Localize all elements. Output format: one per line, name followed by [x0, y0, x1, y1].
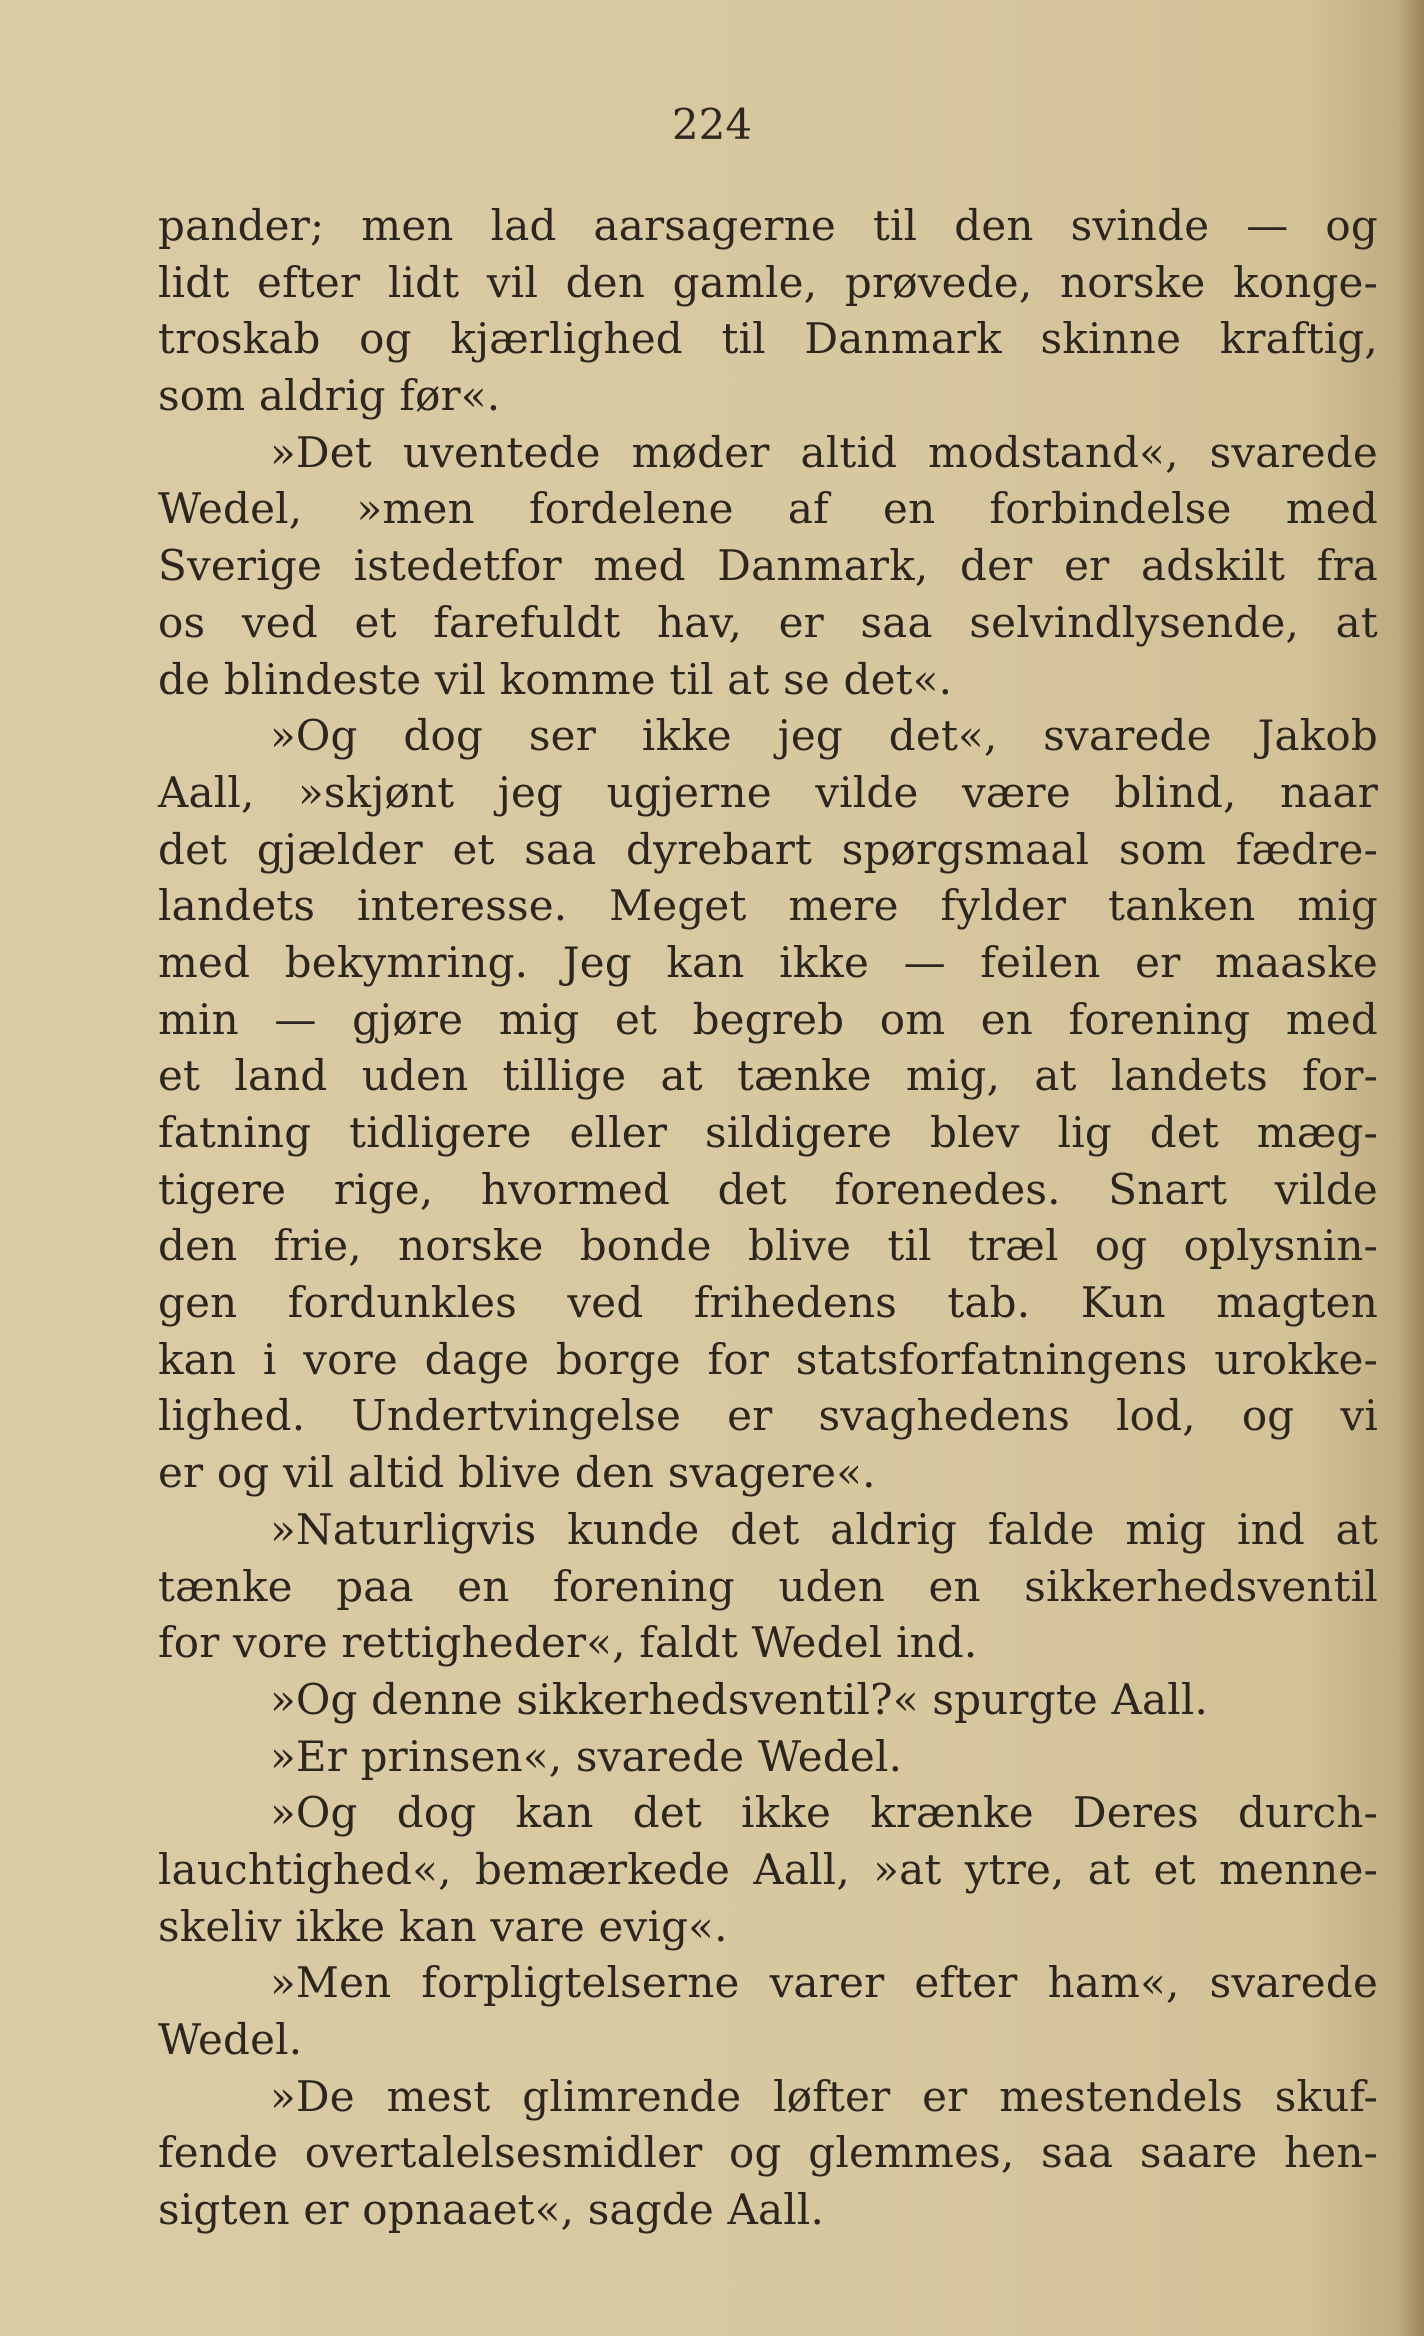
- page-number: 224: [671, 100, 753, 149]
- text-line: gen fordunkles ved frihedens tab. Kun magten: [158, 1278, 1378, 1328]
- text-line: »De mest glimrende løfter er mestendels skuf-: [270, 2071, 1378, 2121]
- text-line: Wedel.: [158, 2015, 303, 2064]
- text-line: »Og denne sikkerhedsventil?« spurgte Aall.: [270, 1674, 1209, 1724]
- text-line: »Og dog ser ikke jeg det«, svarede Jakob: [270, 711, 1378, 761]
- text-line: fatning tidligere eller sildigere blev lig det mæg-: [158, 1108, 1378, 1157]
- text-line: lighed. Undertvingelse er svaghedens lod, og vi: [158, 1391, 1378, 1441]
- text-line: kan i vore dage borge for statsforfatningens urokke-: [158, 1334, 1378, 1384]
- text-line: pander; men lad aarsagerne til den svinde — og: [158, 201, 1378, 250]
- body-text: [158, 198, 1378, 2239]
- text-line: »Og dog kan det ikke krænke Deres durch-: [270, 1788, 1378, 1838]
- text-line: er og vil altid blive den svagere«.: [158, 1448, 876, 1498]
- text-line: »Naturligvis kunde det aldrig falde mig ind at: [270, 1504, 1378, 1554]
- text-line: troskab og kjærlighed til Danmark skinne kraftig,: [158, 314, 1378, 364]
- text-line: de blindeste vil komme til at se det«.: [158, 654, 953, 704]
- text-line: tænke paa en forening uden en sikkerhedsventil: [158, 1561, 1378, 1611]
- text-line: et land uden tillige at tænke mig, at landets for-: [158, 1051, 1378, 1101]
- text-line: den frie, norske bonde blive til træl og oplysnin-: [158, 1221, 1378, 1271]
- text-line: lidt efter lidt vil den gamle, prøvede, norske konge-: [158, 257, 1378, 307]
- text-line: os ved et farefuldt hav, er saa selvindlysende, at: [158, 597, 1378, 647]
- text-line: »Er prinsen«, svarede Wedel.: [270, 1731, 903, 1781]
- text-line: som aldrig før«.: [158, 371, 501, 421]
- text-line: Wedel, »men fordelene af en forbindelse med: [158, 484, 1378, 534]
- text-line: lauchtighed«, bemærkede Aall, »at ytre, at et menne-: [158, 1844, 1378, 1894]
- text-line: tigere rige, hvormed det forenedes. Snart vilde: [158, 1164, 1378, 1214]
- text-line: landets interesse. Meget mere fylder tanken mig: [158, 881, 1378, 931]
- text-line: Sverige istedetfor med Danmark, der er adskilt fra: [158, 541, 1378, 591]
- text-line: »Det uventede møder altid modstand«, svarede: [270, 427, 1378, 477]
- text-line: med bekymring. Jeg kan ikke — feilen er maaske: [158, 937, 1378, 987]
- page-edge-shadow: [1398, 0, 1424, 2336]
- text-line: Aall, »skjønt jeg ugjerne vilde være blind, naar: [158, 767, 1378, 817]
- text-line: »Men forpligtelserne varer efter ham«, svarede: [270, 1958, 1378, 2008]
- text-line: sigten er opnaaet«, sagde Aall.: [158, 2185, 825, 2235]
- text-line: for vore rettigheder«, faldt Wedel ind.: [158, 1618, 978, 1668]
- text-line: fende overtalelsesmidler og glemmes, saa saare hen-: [158, 2128, 1378, 2178]
- text-line: min — gjøre mig et begreb om en forening med: [158, 994, 1378, 1044]
- text-line: det gjælder et saa dyrebart spørgsmaal som fædre-: [158, 824, 1378, 874]
- text-line: skeliv ikke kan vare evig«.: [158, 1901, 728, 1951]
